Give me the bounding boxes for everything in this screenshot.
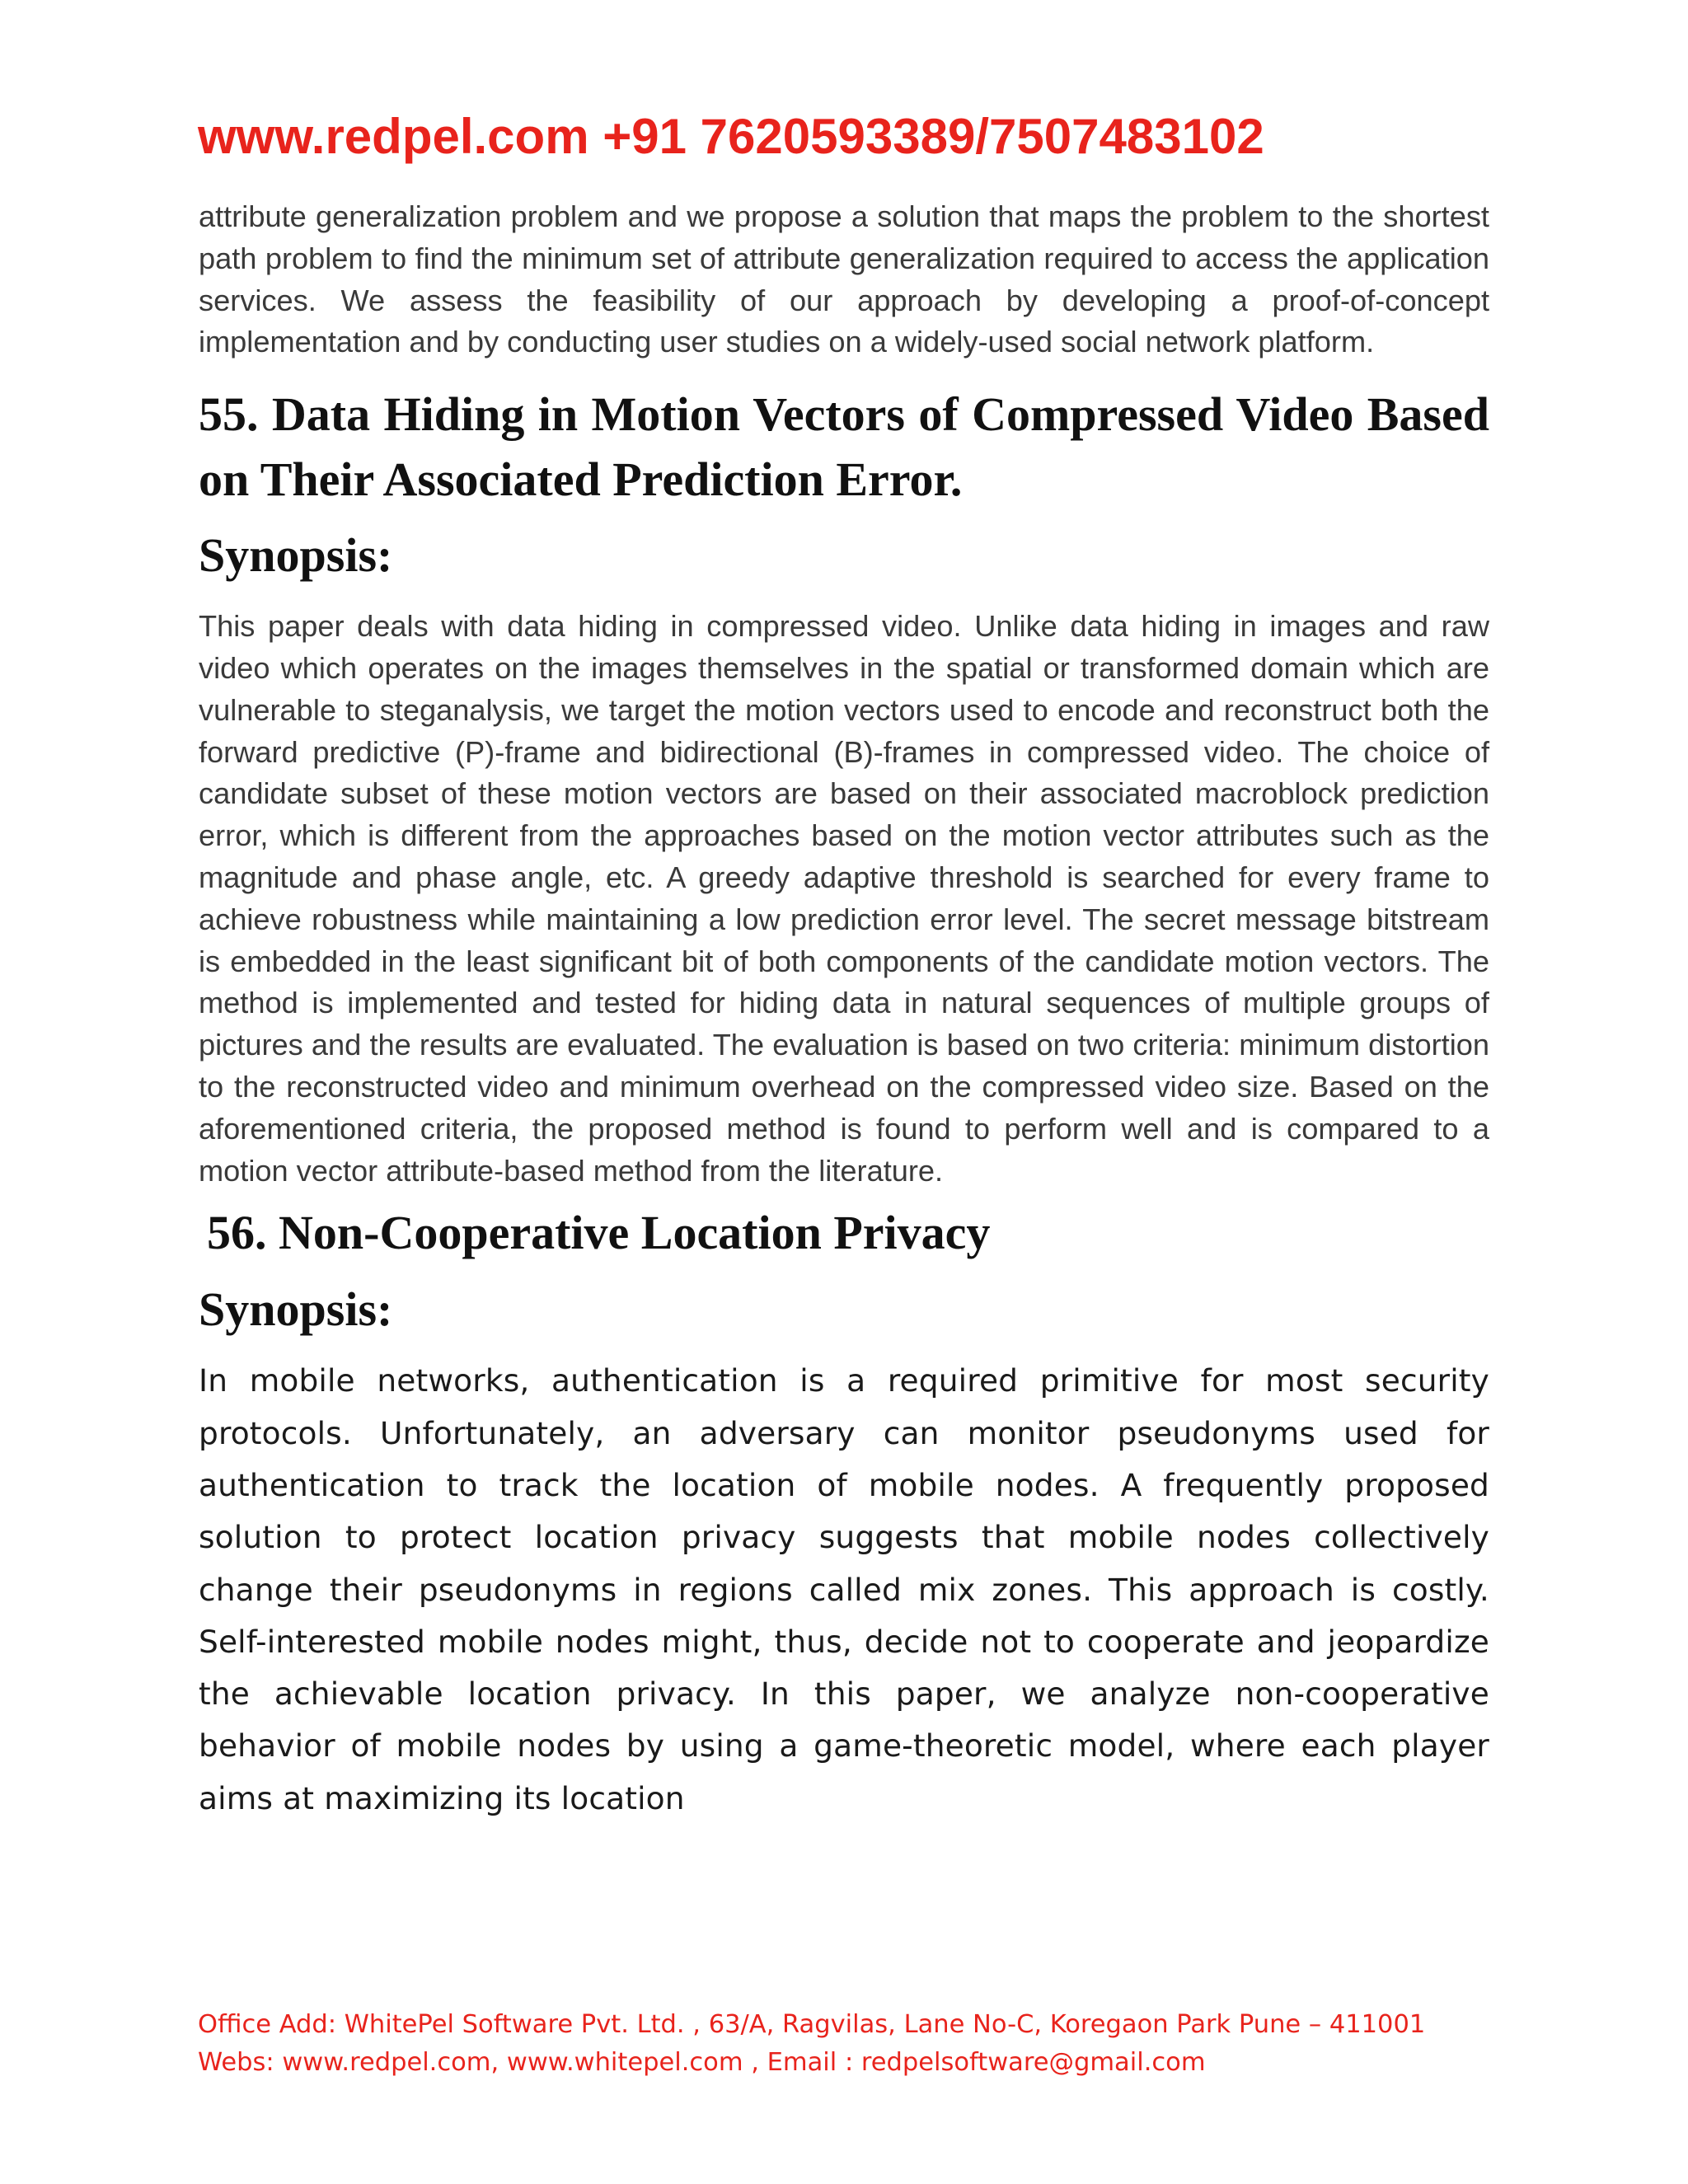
section-56-title: 56. Non-Cooperative Location Privacy (207, 1206, 991, 1260)
footer-office-address: Office Add: WhitePel Software Pvt. Ltd. , 63/A, Ragvilas, Lane No-C, Koregaon Park Pune – 411001 (198, 2010, 1426, 2039)
footer-web-email: Webs: www.redpel.com, www.whitepel.com , Email : redpelsoftware@gmail.com (198, 2048, 1206, 2077)
document-content (199, 196, 1489, 1825)
page-footer (198, 2006, 1425, 2082)
section-55-synopsis-label: Synopsis: (199, 528, 393, 583)
section-56-synopsis-label: Synopsis: (199, 1282, 393, 1337)
header-contact: www.redpel.com +91 7620593389/7507483102 (198, 109, 1264, 164)
section-55-title: 55. Data Hiding in Motion Vectors of Compressed Video Based on Their Associated Prediction Error. (199, 387, 1489, 507)
section-56-synopsis-body: In mobile networks, authentication is a required primitive for most security protocols. Unfortunately, an adversary can monitor pseudonyms used for authentication to track the location of mobile nodes. A frequently proposed solution to protect location privacy suggests that mobile nodes collectively change their pseudonyms in regions called mix zones. This approach is costly. Self-interested mobile nodes might, thus, decide not to cooperate and jeopardize the achievable location privacy. In this paper, we analyze non-cooperative behavior of mobile nodes by using a game-theoretic model, where each player aims at maximizing its location (199, 1362, 1489, 1816)
intro-paragraph: attribute generalization problem and we propose a solution that maps the problem to the shortest path problem to find the minimum set of attribute generalization required to access the application services. We assess the feasibility of our approach by developing a proof-of-concept implementation and by conducting user studies on a widely-used social network platform. (199, 199, 1489, 359)
section-55-synopsis-body: This paper deals with data hiding in compressed video. Unlike data hiding in images and raw video which operates on the images themselves in the spatial or transformed domain which are vulnerable to steganalysis, we target the motion vectors used to encode and reconstruct both the forward predictive (P)-frame and bidirectional (B)-frames in compressed video. The choice of candidate subset of these motion vectors are based on their associated macroblock prediction error, which is different from the approaches based on the motion vector attributes such as the magnitude and phase angle, etc. A greedy adaptive threshold is searched for every frame to achieve robustness while maintaining a low prediction error level. The secret message bitstream is embedded in the least significant bit of both components of the candidate motion vectors. The method is implemented and tested for hiding data in natural sequences of multiple groups of pictures and the results are evaluated. The evaluation is based on two criteria: minimum distortion to the reconstructed video and minimum overhead on the compressed video size. Based on the aforementioned criteria, the proposed method is found to perform well and is compared to a motion vector attribute-based method from the literature. (199, 609, 1489, 1188)
